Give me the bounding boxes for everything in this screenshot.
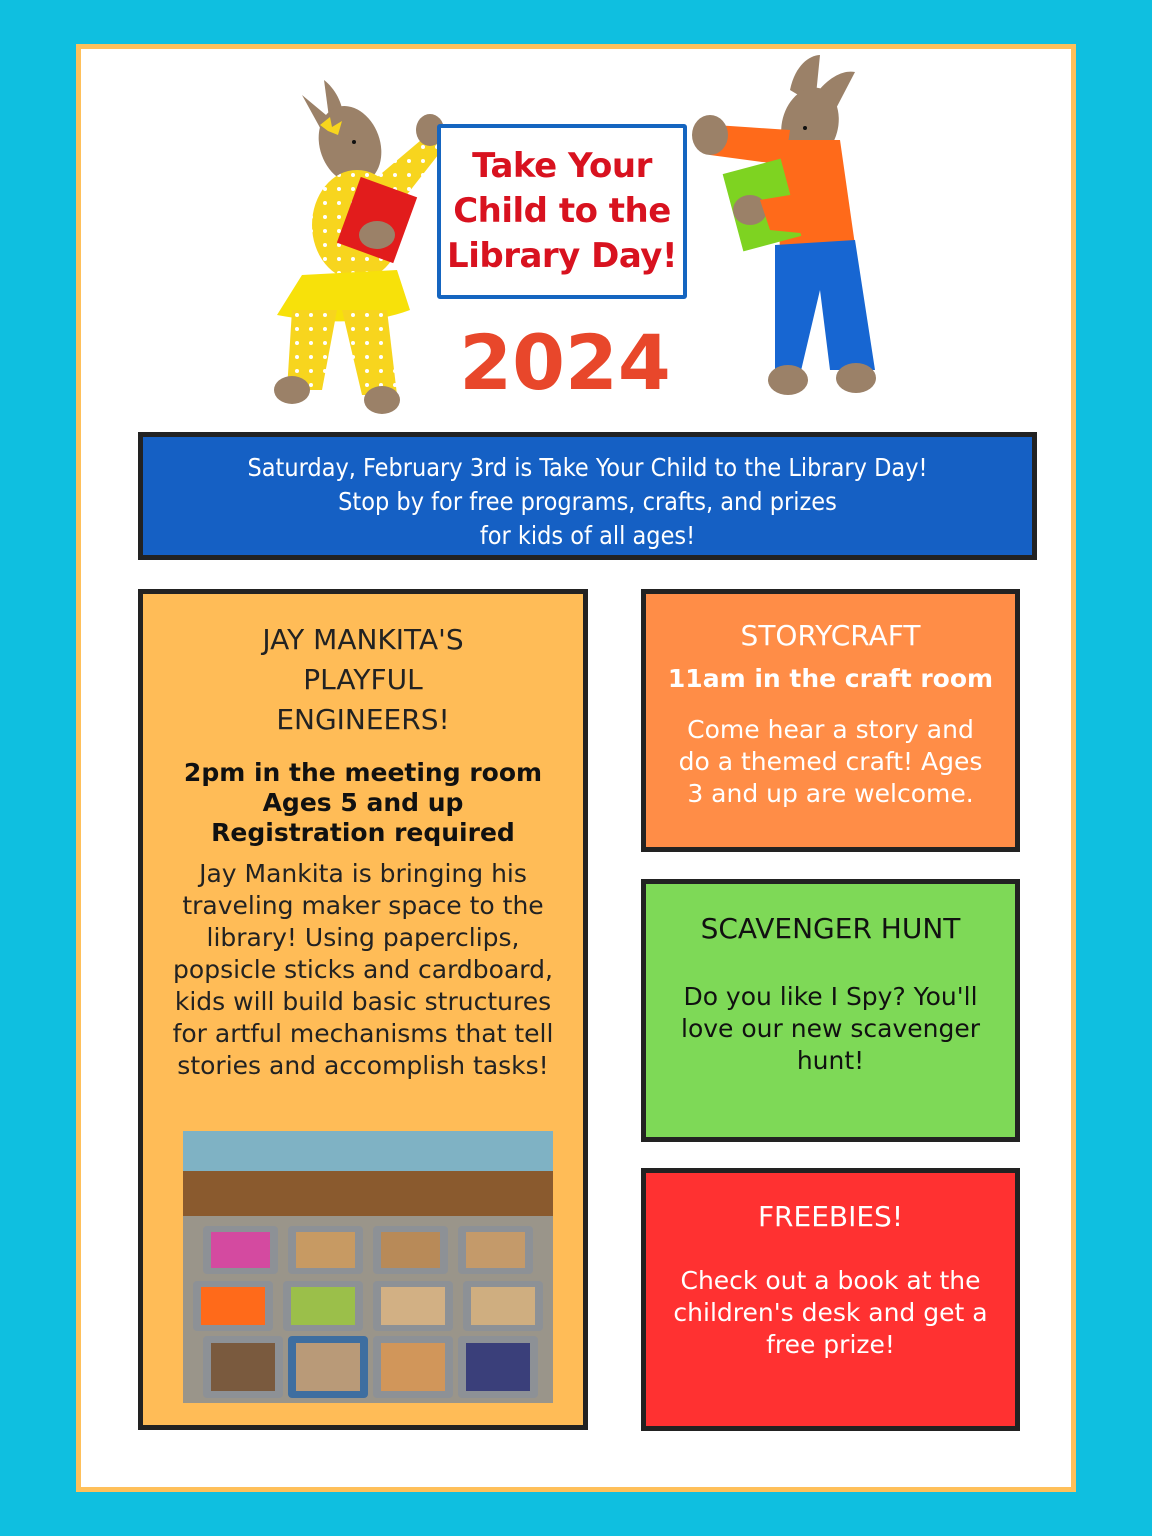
event-title: PLAYFUL: [303, 663, 423, 696]
banner-line: Saturday, February 3rd is Take Your Child to the Library Day!: [247, 453, 928, 482]
title-sign: [437, 124, 687, 299]
title-line: Library Day!: [447, 236, 677, 276]
maker-supplies-image: [183, 1131, 553, 1403]
year-heading: 2024: [459, 318, 671, 407]
girl-bunny-illustration: [262, 70, 462, 420]
event-title: JAY MANKITA'S: [262, 623, 464, 656]
announcement-banner: [138, 432, 1037, 560]
event-card-scavenger-hunt: [641, 879, 1020, 1142]
event-title: SCAVENGER HUNT: [700, 912, 961, 945]
event-card-freebies: [641, 1168, 1020, 1431]
event-card-storycraft: [641, 589, 1020, 852]
event-time: 2pm in the meeting room: [183, 758, 543, 787]
boy-bunny-illustration: [680, 50, 890, 420]
banner-line: for kids of all ages!: [479, 521, 696, 550]
event-title: ENGINEERS!: [276, 703, 450, 736]
event-description: Do you like I Spy? You'll love our new scavenger hunt!: [681, 982, 980, 1075]
event-title: FREEBIES!: [757, 1200, 904, 1233]
event-ages: Ages 5 and up: [262, 788, 464, 817]
title-line: Child to the: [453, 191, 671, 231]
event-description: Check out a book at the children's desk and get a free prize!: [673, 1266, 988, 1359]
event-title: STORYCRAFT: [740, 619, 921, 652]
maker-supplies-photo: [183, 1131, 553, 1403]
event-description: Jay Mankita is bringing his traveling maker space to the library! Using paperclips, popsicle sticks and cardboard, kids will build basic structures for artful mechanisms that tell stories and accomplish tasks!: [172, 859, 554, 1080]
event-description: Come hear a story and do a themed craft! Ages 3 and up are welcome.: [678, 715, 983, 808]
event-time: 11am in the craft room: [667, 664, 994, 693]
banner-line: Stop by for free programs, crafts, and prizes: [338, 487, 837, 516]
event-registration: Registration required: [211, 818, 515, 847]
event-card-playful-engineers: [138, 589, 588, 1430]
title-line: Take Your: [472, 146, 652, 186]
